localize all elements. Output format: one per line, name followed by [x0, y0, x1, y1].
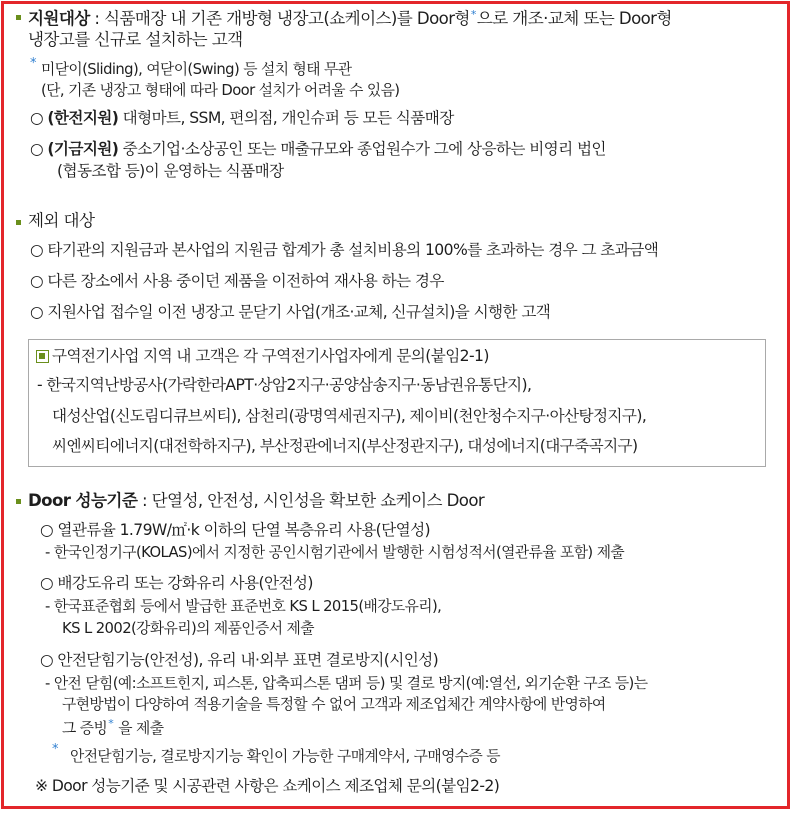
section-bullet-icon [16, 15, 21, 20]
section-bullet-icon [16, 499, 21, 504]
regional-notice-line: 씨엔씨티에너지(대전학하지구), 부산정관에너지(부산정관지구), 대성에너지(대구죽곡지구) [52, 437, 638, 455]
standard-subitem: - 안전 닫힘(예:소프트힌지, 피스톤, 압축피스톤 댐퍼 등) 및 결로 방지(예:열선, 외기순환 구조 등)는 [45, 675, 648, 692]
kepco-support-item: ○ (한전지원) 대형마트, SSM, 편의점, 개인슈퍼 등 모든 식품매장 [30, 109, 454, 127]
exclusion-item: ○ 다른 장소에서 사용 중이던 제품을 이전하여 재사용 하는 경우 [30, 272, 444, 290]
proof-footnote: 안전닫힘기능, 결로방지기능 확인이 가능한 구매계약서, 구매영수증 등 [70, 748, 500, 765]
standard-item: ○ 배강도유리 또는 강화유리 사용(안전성) [40, 574, 313, 592]
square-bullet-icon [36, 350, 49, 363]
regional-notice-title: 구역전기사업 지역 내 고객은 각 구역전기사업자에게 문의(붙임2-1) [52, 347, 489, 365]
asterisk-icon: * [30, 56, 37, 71]
support-target-line: 지원대상 : 식품매장 내 기존 개방형 냉장고(쇼케이스)를 Door형*으로 개조·교체 또는 Door형 [28, 8, 672, 28]
final-note: ※ Door 성능기준 및 시공관련 사항은 쇼케이스 제조업체 문의(붙임2-2) [35, 777, 500, 795]
support-target-heading: 지원대상 [28, 9, 90, 28]
proof-line: 그 증빙* 을 제출 [62, 717, 164, 737]
regional-notice-line: 대성산업(신도림디큐브씨티), 삼천리(광명역세권지구), 제이비(천안청수지구·아산탕정지구), [52, 407, 647, 425]
standard-subitem-cont: 구현방법이 다양하여 적용기술을 특정할 수 없어 고객과 제조업체간 계약사항에 반영하여 [62, 696, 606, 713]
regional-notice-line: - 한국지역난방공사(가락한라APT·상암2지구·공양삼송지구·동남권유통단지), [37, 376, 532, 394]
exclusion-heading: 제외 대상 [28, 211, 95, 230]
fund-support-item: ○ (기금지원) 중소기업·소상공인 또는 매출규모와 종업원수가 그에 상응하는 비영리 법인 [30, 140, 606, 158]
asterisk-icon: * [470, 8, 476, 21]
door-standard-line: Door 성능기준 : 단열성, 안전성, 시인성을 확보한 쇼케이스 Door [28, 491, 485, 510]
standard-item: ○ 열관류율 1.79W/㎡·k 이하의 단열 복층유리 사용(단열성) [40, 521, 431, 539]
exclusion-item: ○ 타기관의 지원금과 본사업의 지원금 합계가 총 설치비용의 100%를 초과하는 경우 그 초과금액 [30, 241, 659, 259]
asterisk-icon: * [108, 717, 114, 730]
fund-support-item-line2: (협동조합 등)이 운영하는 식품매장 [57, 162, 284, 180]
section-bullet-icon [16, 220, 21, 225]
install-type-note: 미닫이(Sliding), 여닫이(Swing) 등 설치 형태 무관 [41, 61, 352, 78]
exclusion-item: ○ 지원사업 접수일 이전 냉장고 문닫기 사업(개조·교체, 신규설치)을 시행한 고객 [30, 303, 551, 321]
standard-item: ○ 안전닫힘기능(안전성), 유리 내·외부 표면 결로방지(시인성) [40, 651, 439, 669]
door-standard-heading: Door 성능기준 [28, 491, 138, 510]
standard-subitem: - 한국인정기구(KOLAS)에서 지정한 공인시험기관에서 발행한 시험성적서(열관류율 포함) 제출 [45, 544, 625, 561]
support-target-line2: 냉장고를 신규로 설치하는 고객 [28, 30, 243, 49]
standard-subitem-cont: KS L 2002(강화유리)의 제품인증서 제출 [62, 620, 314, 637]
install-type-note-2: (단, 기존 냉장고 형태에 따라 Door 설치가 어려울 수 있음) [41, 82, 400, 99]
standard-subitem: - 한국표준협회 등에서 발급한 표준번호 KS L 2015(배강도유리), [45, 598, 442, 615]
asterisk-icon: * [52, 742, 59, 757]
